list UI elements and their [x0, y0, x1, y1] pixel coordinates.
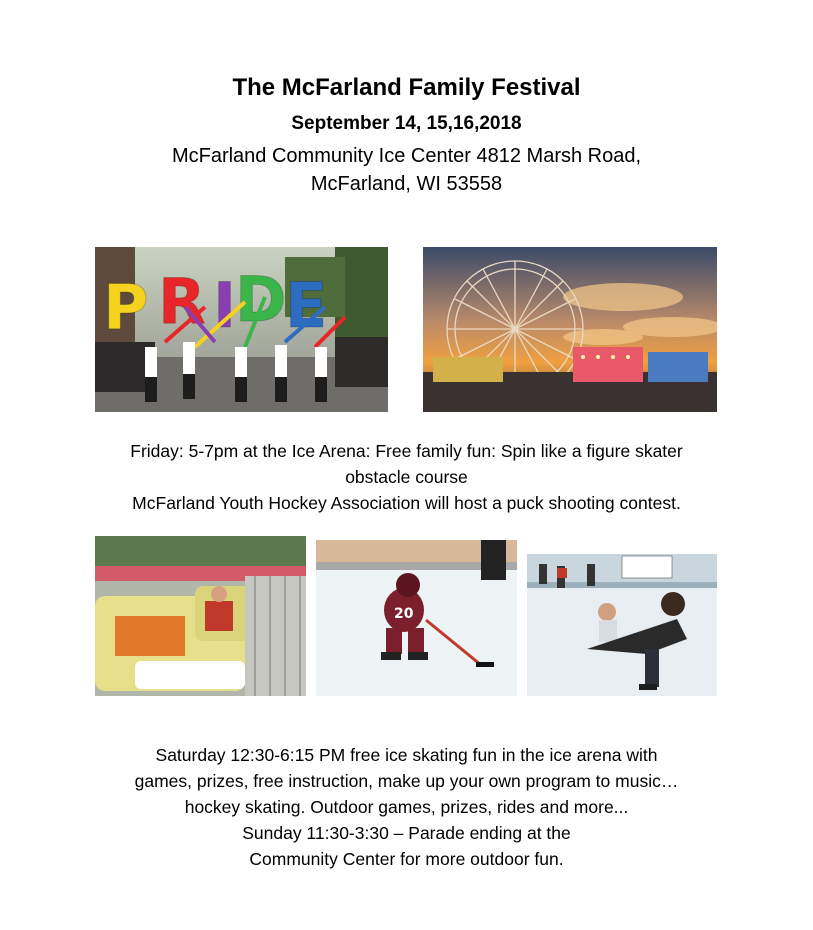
kiddie-ride-photo [95, 536, 306, 696]
saturday-line-1: Saturday 12:30-6:15 PM free ice skating fun in the ice arena with [155, 745, 658, 765]
saturday-line-3: hockey skating. Outdoor games, prizes, rides and more... [184, 797, 629, 817]
festival-dates: September 14, 15,16,2018 [291, 113, 522, 134]
weekend-schedule [0, 742, 813, 872]
friday-line-2: obstacle course [345, 467, 468, 487]
parade-photo [95, 247, 388, 412]
friday-line-1: Friday: 5-7pm at the Ice Arena: Free family fun: Spin like a figure skater [130, 441, 683, 461]
sunday-line-1: Sunday 11:30-3:30 – Parade ending at the [242, 823, 571, 843]
ferris-wheel-photo [423, 247, 717, 412]
svg-text:R: R [158, 265, 206, 338]
sunday-line-2: Community Center for more outdoor fun. [249, 849, 564, 869]
friday-schedule [0, 438, 813, 516]
venue-line-2: McFarland, WI 53558 [310, 173, 503, 195]
svg-text:20: 20 [394, 606, 414, 622]
saturday-line-2: games, prizes, free instruction, make up your own program to music… [134, 771, 679, 791]
hockey-player-photo [316, 540, 517, 696]
page-title: The McFarland Family Festival [232, 74, 581, 101]
balloon-letter: P [103, 271, 149, 344]
svg-text:E: E [285, 269, 328, 342]
venue-address [0, 142, 813, 198]
venue-line-1: McFarland Community Ice Center 4812 Marsh Road, [171, 145, 642, 167]
friday-line-3: McFarland Youth Hockey Association will host a puck shooting contest. [132, 493, 681, 513]
svg-text:I: I [213, 269, 237, 342]
ice-skating-photo [527, 554, 717, 696]
svg-text:D: D [235, 263, 287, 336]
